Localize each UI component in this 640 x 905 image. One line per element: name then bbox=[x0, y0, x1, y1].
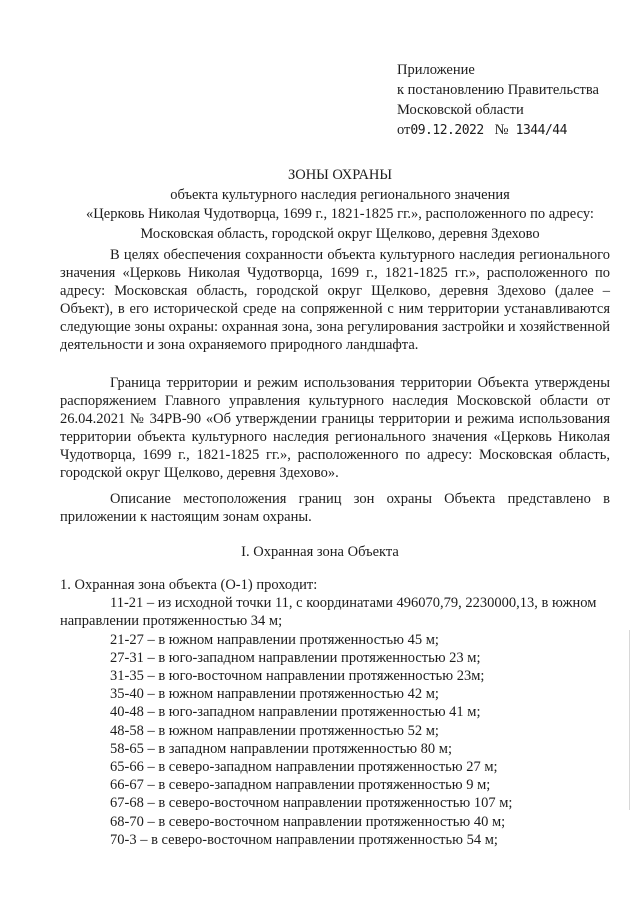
zone-list bbox=[60, 594, 620, 849]
paragraph: В целях обеспечения сохранности объекта культурного наследия регионального значения «Церковь Николая Чудотворца, 1699 г., 1821-1825 гг.», расположенного по адресу: Московская область, городской округ Щелково, деревня Здехово (далее – Объект), в его исторической среде на сопряженной с ним территории устанавливаются следующие зоны охраны: охранная зона, зона регулирования застройки и хозяйственной деятельности и зона охраняемого природного ландшафта. bbox=[60, 247, 610, 353]
title-heading: ЗОНЫ ОХРАНЫ bbox=[287, 167, 393, 183]
zone-list-item: 66-67 – в северо-западном направлении протяженностью 9 м; bbox=[110, 777, 491, 794]
zone-list-item: 27-31 – в юго-западном направлении протяженностью 23 м; bbox=[110, 649, 481, 666]
paragraph: Описание местоположения границ зон охраны Объекта представлено в приложении к настоящим зонам охраны. bbox=[60, 491, 610, 525]
title-line-1: объекта культурного наследия регионального значения bbox=[170, 186, 510, 203]
page-edge-mark bbox=[629, 630, 630, 810]
zone-list-item: 40-48 – в юго-западном направлении протяженностью 41 м; bbox=[110, 704, 481, 721]
zone-intro: 1. Охранная зона объекта (О-1) проходит: bbox=[60, 577, 318, 593]
appendix-line-2: к постановлению Правительства bbox=[397, 82, 599, 98]
zone-list-item: 48-58 – в южном направлении протяженностью 52 м; bbox=[110, 722, 439, 739]
zone-list-item: 70-3 – в северо-восточном направлении протяженностью 54 м; bbox=[110, 831, 498, 848]
zone-list-item: 67-68 – в северо-восточном направлении протяженностью 107 м; bbox=[110, 795, 513, 812]
paragraph-3-block bbox=[60, 490, 610, 526]
decree-number: 1344/44 bbox=[515, 123, 567, 138]
appendix-line-3: Московской области bbox=[397, 102, 524, 118]
appendix-block bbox=[397, 60, 599, 141]
paragraph-1-block bbox=[60, 246, 610, 354]
title-line-2: «Церковь Николая Чудотворца, 1699 г., 1821-1825 гг.», расположенного по адресу: bbox=[86, 206, 594, 222]
decree-date: 09.12.2022 bbox=[410, 123, 484, 138]
paragraph-2-block bbox=[60, 374, 610, 482]
section-title: I. Охранная зона Объекта bbox=[241, 544, 399, 560]
zone-list-item: 65-66 – в северо-западном направлении протяженностью 27 м; bbox=[110, 759, 498, 776]
appendix-line-1: Приложение bbox=[397, 62, 475, 78]
number-sign: № bbox=[494, 122, 509, 138]
paragraph: Граница территории и режим использования территории Объекта утверждены распоряжением Главного управления культурного наследия Московской области от 26.04.2021 № 34РВ-90 «Об утверждении границы территории и режима использования территории объекта культурного наследия регионального значения «Церковь Николая Чудотворца, 1699 г., 1821-1825 гг.», расположенного по адресу: Московская область, городской округ Щелково, деревня Здехово». bbox=[60, 375, 610, 481]
title-line-3: Московская область, городской округ Щелково, деревня Здехово bbox=[140, 225, 540, 242]
appendix-date-line bbox=[397, 120, 599, 141]
zone-list-item: 31-35 – в юго-восточном направлении протяженностью 23м; bbox=[110, 668, 485, 685]
zone-list-item: 21-27 – в южном направлении протяженностью 45 м; bbox=[110, 631, 439, 648]
date-prefix: от bbox=[397, 122, 411, 138]
zone-list-item: 58-65 – в западном направлении протяженностью 80 м; bbox=[110, 740, 453, 757]
zone-list-item: 35-40 – в южном направлении протяженностью 42 м; bbox=[110, 686, 439, 703]
zone-list-item: 11-21 – из исходной точки 11, с координатами 496070,79, 2230000,13, в южном направлении протяженностью 34 м; bbox=[60, 595, 597, 630]
document-title bbox=[40, 166, 640, 244]
zone-list-item: 68-70 – в северо-восточном направлении протяженностью 40 м; bbox=[110, 813, 506, 830]
zone-description bbox=[60, 576, 620, 849]
